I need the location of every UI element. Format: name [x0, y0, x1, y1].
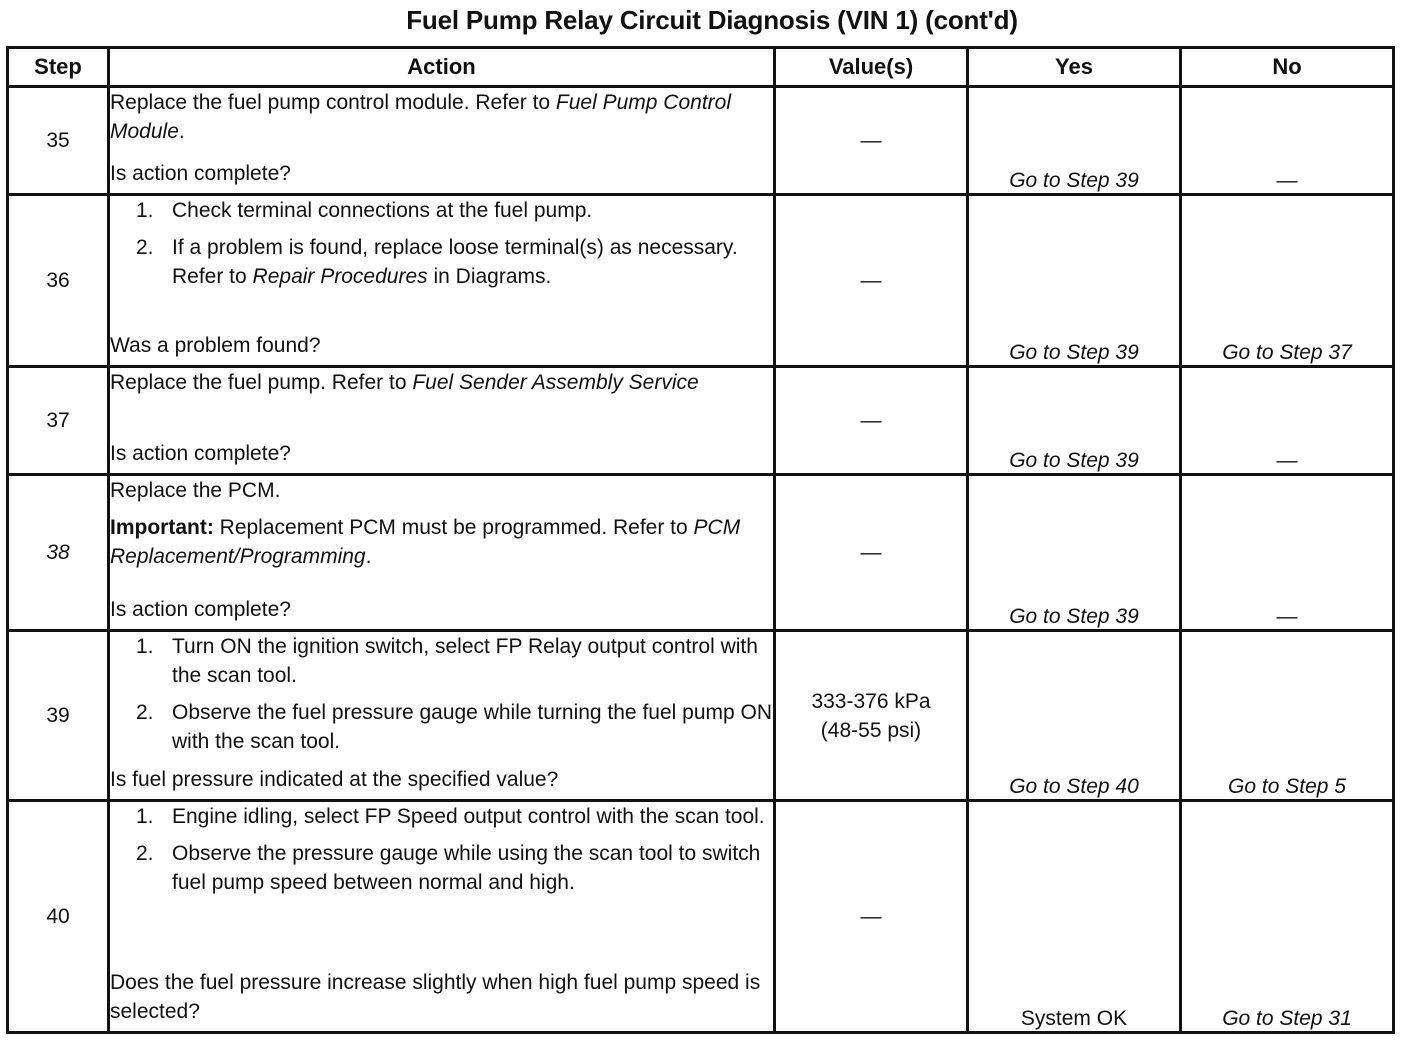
action-steps-list: [110, 632, 773, 756]
table-row-step-39: [8, 631, 1394, 801]
value-cell: [775, 195, 968, 367]
no-cell: [1181, 631, 1394, 801]
yes-cell: [968, 87, 1181, 195]
step-number: 37: [8, 367, 109, 475]
table-row-step-37: [8, 367, 1394, 475]
action-question: Is fuel pressure indicated at the specified value?: [110, 768, 559, 791]
yes-result: Go to Step 39: [1009, 449, 1139, 472]
no-result: —: [1276, 605, 1298, 628]
list-item: 1. Engine idling, select FP Speed output control with the scan tool.: [136, 805, 765, 828]
list-item: 1. Turn ON the ignition switch, select FP Relay output control with the scan tool.: [136, 635, 758, 687]
reference-link: PCM Replacement/Programming: [110, 516, 741, 568]
pressure-kpa: 333-376 kPa: [811, 689, 931, 713]
value-cell: [775, 801, 968, 1033]
no-cell: [1181, 475, 1394, 631]
important-note: Important: Replacement PCM must be programmed. Refer to PCM Replacement/Programming.: [110, 516, 741, 568]
header-yes: Yes: [968, 48, 1181, 87]
header-values: Value(s): [775, 48, 968, 87]
table-row-step-35: [8, 87, 1394, 195]
header-no: No: [1181, 48, 1394, 87]
no-cell: [1181, 367, 1394, 475]
reference-link: Fuel Sender Assembly Service: [412, 371, 699, 394]
yes-result: System OK: [1020, 1007, 1128, 1030]
action-instruction: Replace the fuel pump. Refer to Fuel Sender Assembly Service: [110, 371, 699, 394]
no-result: —: [1276, 169, 1298, 192]
value-cell: [775, 475, 968, 631]
action-question: Is action complete?: [110, 162, 291, 185]
action-instruction: Replace the PCM.: [110, 479, 281, 502]
step-number: 40: [8, 801, 109, 1033]
action-question: Is action complete?: [110, 598, 291, 621]
no-cell: [1181, 87, 1394, 195]
pressure-psi: (48-55 psi): [820, 718, 922, 742]
yes-result: Go to Step 39: [1009, 169, 1139, 192]
value-dash: —: [860, 541, 882, 564]
value-dash: —: [860, 409, 882, 432]
value-cell: [775, 367, 968, 475]
table-header-row: [8, 48, 1394, 87]
action-question: Does the fuel pressure increase slightly when high fuel pump speed is selected?: [110, 971, 761, 1023]
action-cell: [109, 195, 775, 367]
action-steps-list: [110, 802, 773, 897]
action-cell: [109, 801, 775, 1033]
value-dash: —: [860, 129, 882, 152]
step-number: 38: [8, 475, 109, 631]
yes-result: Go to Step 40: [1009, 775, 1139, 798]
action-cell: [109, 631, 775, 801]
reference-link: Fuel Pump Control Module: [110, 91, 731, 143]
no-result: —: [1276, 449, 1298, 472]
list-item: 2. If a problem is found, replace loose terminal(s) as necessary. Refer to Repair Procedures in Diagrams.: [136, 236, 738, 288]
value-cell: [775, 87, 968, 195]
action-cell: [109, 367, 775, 475]
yes-cell: [968, 367, 1181, 475]
page-title: Fuel Pump Relay Circuit Diagnosis (VIN 1) (cont'd): [406, 5, 1018, 35]
list-item: 1. Check terminal connections at the fuel pump.: [136, 199, 593, 222]
header-step: Step: [8, 48, 109, 87]
step-number: 39: [8, 631, 109, 801]
yes-cell: [968, 631, 1181, 801]
no-result: Go to Step 5: [1228, 775, 1346, 798]
no-cell: [1181, 801, 1394, 1033]
no-cell: [1181, 195, 1394, 367]
value-dash: —: [860, 905, 882, 928]
action-question: Is action complete?: [110, 442, 291, 465]
step-number: 35: [8, 87, 109, 195]
list-item: 2. Observe the pressure gauge while using the scan tool to switch fuel pump speed between normal and high.: [136, 842, 761, 894]
no-result: Go to Step 31: [1222, 1007, 1352, 1030]
table-row-step-40: [8, 801, 1394, 1033]
no-result: Go to Step 37: [1222, 341, 1352, 364]
yes-cell: [968, 475, 1181, 631]
action-cell: [109, 475, 775, 631]
important-label: Important:: [110, 516, 214, 539]
yes-result: Go to Step 39: [1009, 605, 1139, 628]
yes-cell: [968, 801, 1181, 1033]
header-action: Action: [109, 48, 775, 87]
table-row-step-36: [8, 195, 1394, 367]
reference-link: Repair Procedures: [252, 265, 428, 288]
action-question: Was a problem found?: [110, 334, 321, 357]
action-cell: [109, 87, 775, 195]
yes-result: Go to Step 39: [1009, 341, 1139, 364]
step-number: 36: [8, 195, 109, 367]
diagnosis-table: [6, 46, 1395, 1034]
value-dash: —: [860, 269, 882, 292]
table-row-step-38: [8, 475, 1394, 631]
action-instruction: Replace the fuel pump control module. Refer to Fuel Pump Control Module.: [110, 91, 731, 143]
yes-cell: [968, 195, 1181, 367]
list-item: 2. Observe the fuel pressure gauge while turning the fuel pump ON with the scan tool.: [136, 701, 773, 753]
value-cell: [775, 631, 968, 801]
action-steps-list: [110, 196, 773, 291]
